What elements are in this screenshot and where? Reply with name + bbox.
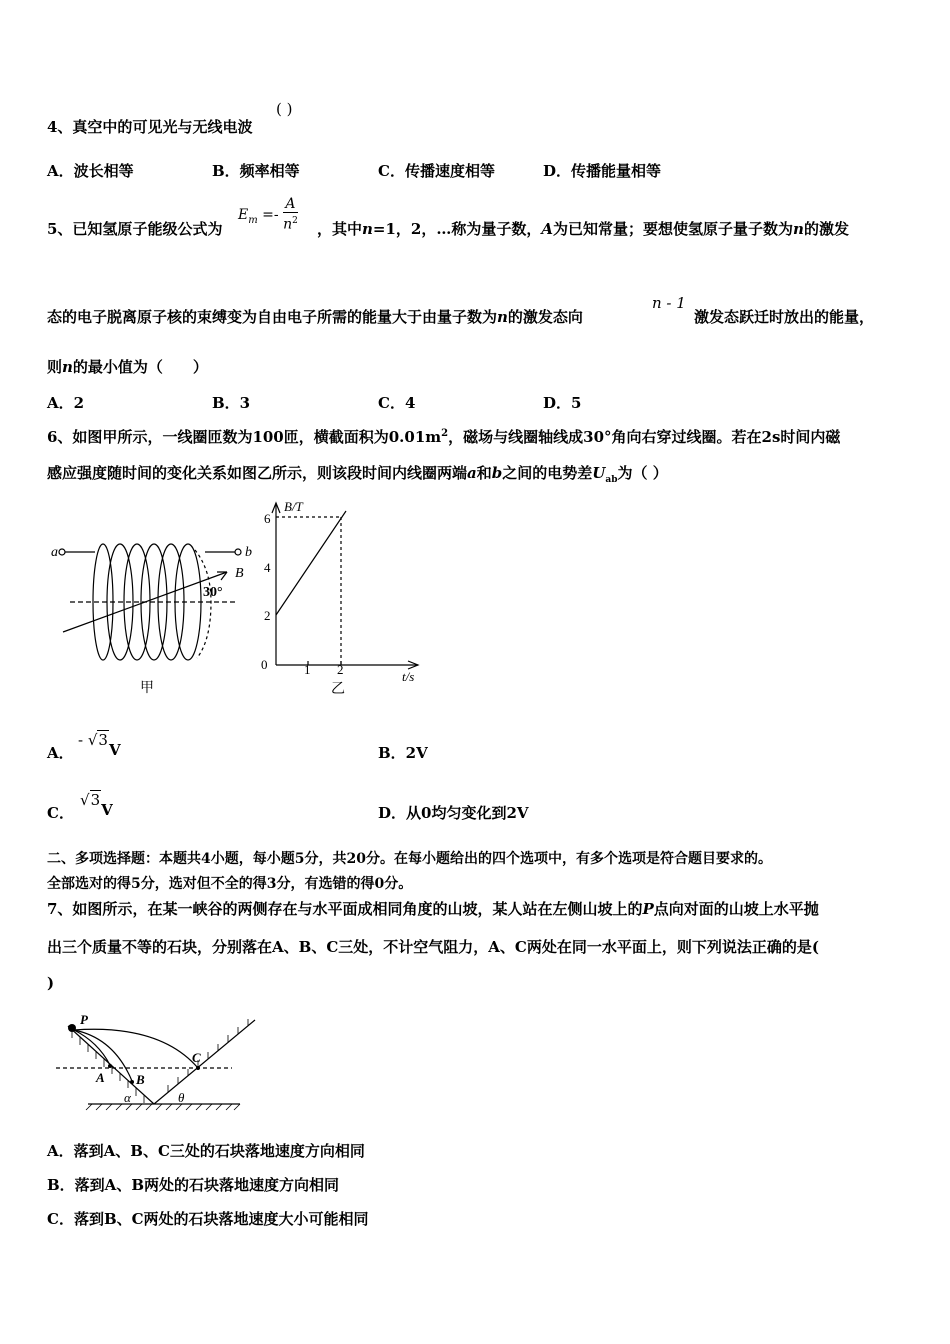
q6-option-a-radicand: 3 xyxy=(98,731,108,749)
q5-formula-den: n xyxy=(283,216,293,233)
graph-x-label: t/s xyxy=(402,669,415,684)
q5-formula-num: A xyxy=(283,196,298,213)
q6-option-c-unit: V xyxy=(101,801,113,819)
q5-n-var-2: n xyxy=(793,220,804,238)
coil-label-b: b xyxy=(245,545,252,560)
q7-option-a: A．落到A、B、C三处的石块落地速度方向相同 xyxy=(47,1142,365,1160)
q6-option-c-value xyxy=(80,790,113,819)
terminal-b xyxy=(235,549,241,555)
valley-ground-hatch xyxy=(86,1104,240,1110)
valley-person-p xyxy=(68,1024,76,1032)
q5-line2-a: 态的电子脱离原子核的束缚变为自由电子所需的能量大于由量子数为 xyxy=(47,308,498,326)
q7-option-c: C．落到B、C两处的石块落地速度大小可能相同 xyxy=(47,1210,369,1228)
q5-line1 xyxy=(47,218,222,239)
q7-line1 xyxy=(47,898,819,919)
terminal-a xyxy=(59,549,65,555)
q6-u-var: U xyxy=(592,464,606,482)
q5-option-a: A．2 xyxy=(47,394,85,412)
q6-option-a-value xyxy=(78,730,121,759)
q6-option-c-prefix: C． xyxy=(47,804,74,822)
q5-formula-fraction xyxy=(283,196,298,233)
q4-option-d: D．传播能量相等 xyxy=(543,162,662,180)
q5-stem-end: 的激发 xyxy=(803,220,849,238)
q5-line2 xyxy=(47,306,583,327)
q5-formula-lhs: E xyxy=(238,206,249,223)
graph-b-line xyxy=(276,511,346,615)
graph-origin: 0 xyxy=(261,657,268,672)
q6-line2 xyxy=(47,462,668,485)
valley-label-b: B xyxy=(136,1072,145,1087)
q5-formula-den-wrap xyxy=(283,213,298,233)
q5-n-var-3: n xyxy=(497,308,508,326)
q6-option-c-radicand: 3 xyxy=(90,791,101,809)
q5-line3 xyxy=(47,356,208,377)
q5-option-c: C．4 xyxy=(378,394,416,412)
valley-point-c xyxy=(196,1066,200,1070)
q5-line2-c: 激发态跃迁时放出的能量， xyxy=(694,308,875,326)
valley-label-alpha: α xyxy=(124,1090,131,1105)
valley-left-hatch xyxy=(72,1030,144,1103)
q7-p-var: P xyxy=(642,900,654,918)
graph-y-tick-6: 6 xyxy=(264,511,271,526)
q6-option-a xyxy=(47,742,74,763)
section2-line2: 全部选对的得5分，选对但不全的得3分，有选错的得0分。 xyxy=(47,876,413,892)
q7-line3: ) xyxy=(47,974,55,992)
q5-stem-prefix: 5、已知氢原子能级公式为 xyxy=(47,220,223,238)
q6-line1-b: ，磁场与线圈轴线成30°角向右穿过线圈。若在2s时间内磁 xyxy=(448,428,841,446)
coil-label-a: a xyxy=(51,545,58,560)
q6-line2-b: 之间的电势差 xyxy=(502,464,593,482)
q6-line1 xyxy=(47,426,840,447)
graph-caption: 乙 xyxy=(331,682,345,697)
valley-label-a: A xyxy=(96,1070,105,1085)
coil-label-B: B xyxy=(235,566,244,581)
q6-option-a-sign: - xyxy=(78,731,88,749)
q5-n-minus-1: n - 1 xyxy=(652,294,686,312)
q5-energy-formula xyxy=(238,196,298,233)
graph-x-tick-label-1: 1 xyxy=(304,662,311,677)
q5-option-b: B．3 xyxy=(212,394,251,412)
q5-line3-b: 的最小值为（ ） xyxy=(72,358,208,376)
q4-option-b: B．频率相等 xyxy=(212,162,300,180)
q4-option-a: A．波长相等 xyxy=(47,162,134,180)
q5-line2-b: 的激发态向 xyxy=(507,308,583,326)
q6-option-d: D．从0均匀变化到2V xyxy=(378,804,529,822)
q6-figure-graph xyxy=(258,495,433,700)
valley-label-c: C xyxy=(192,1050,201,1065)
graph-x-tick-label-2: 2 xyxy=(337,662,344,677)
q6-option-a-prefix: A． xyxy=(47,744,74,762)
q5-n-var: n xyxy=(362,220,373,238)
q5-line3-a: 则 xyxy=(47,358,63,376)
q6-option-c xyxy=(47,802,74,823)
q4-paren: ( ) xyxy=(276,100,293,118)
q5-line1-rest xyxy=(317,218,849,239)
q6-option-a-sqrt: √3 xyxy=(87,731,108,749)
valley-point-a xyxy=(108,1064,112,1068)
q5-a-var: A xyxy=(541,220,554,238)
q6-line1-sup: 2 xyxy=(441,428,449,439)
q7-line2: 出三个质量不等的石块，分别落在A、B、C三处，不计空气阻力，A、C两处在同一水平面上，则下列说法正确的是( xyxy=(47,938,819,956)
q4-stem-text: 4、真空中的可见光与无线电波 xyxy=(47,118,253,136)
q5-formula-eq: =- xyxy=(257,206,284,223)
q7-line1-b: 点向对面的山坡上水平抛 xyxy=(653,900,819,918)
q6-figure-coil xyxy=(45,520,260,700)
q4-stem xyxy=(47,116,252,137)
q5-formula-sub: m xyxy=(248,215,258,227)
q7-option-b: B．落到A、B两处的石块落地速度方向相同 xyxy=(47,1176,339,1194)
q6-line2-and: 和 xyxy=(476,464,492,482)
q6-option-c-sqrt: √3 xyxy=(80,791,101,809)
q4-option-c: C．传播速度相等 xyxy=(378,162,495,180)
q6-line2-c: 为（ ） xyxy=(617,464,668,482)
q5-n-var-4: n xyxy=(62,358,73,376)
graph-y-tick-4: 4 xyxy=(264,560,271,575)
q5-mid1: ，其中 xyxy=(317,220,363,238)
graph-y-tick-2: 2 xyxy=(264,608,271,623)
coil-label-angle: 30° xyxy=(203,585,223,600)
valley-right-hatch xyxy=(168,1019,248,1092)
q5-mid2: =1，2，…称为量子数， xyxy=(372,220,542,238)
q6-line1-a: 6、如图甲所示，一线圈匝数为100匝，横截面积为0.01m xyxy=(47,428,442,446)
valley-label-theta: θ xyxy=(178,1090,185,1105)
section2-line1: 二、多项选择题：本题共4小题，每小题5分，共20分。在每小题给出的四个选项中，有多个选项是符合题目要求的。 xyxy=(47,851,772,867)
q6-line2-a: 感应强度随时间的变化关系如图乙所示，则该段时间内线圈两端 xyxy=(47,464,468,482)
graph-y-label: B/T xyxy=(284,499,303,514)
q6-b-var: b xyxy=(491,464,503,482)
q6-u-sub: ab xyxy=(605,475,618,485)
q6-option-a-unit: V xyxy=(108,741,121,759)
q7-line1-a: 7、如图所示，在某一峡谷的两侧存在与水平面成相同角度的山坡，某人站在左侧山坡上的 xyxy=(47,900,643,918)
valley-label-p: P xyxy=(80,1012,88,1027)
coil-caption: 甲 xyxy=(140,681,154,696)
q6-a-var: a xyxy=(467,464,477,482)
q5-formula-den-exp: 2 xyxy=(292,216,298,226)
q7-figure-valley xyxy=(50,1010,265,1115)
q6-option-b: B．2V xyxy=(378,744,428,762)
valley-right-slope xyxy=(154,1020,255,1104)
q5-option-d: D．5 xyxy=(543,394,582,412)
valley-point-b xyxy=(130,1080,134,1084)
q5-mid3: 为已知常量；要想使氢原子量子数为 xyxy=(553,220,794,238)
